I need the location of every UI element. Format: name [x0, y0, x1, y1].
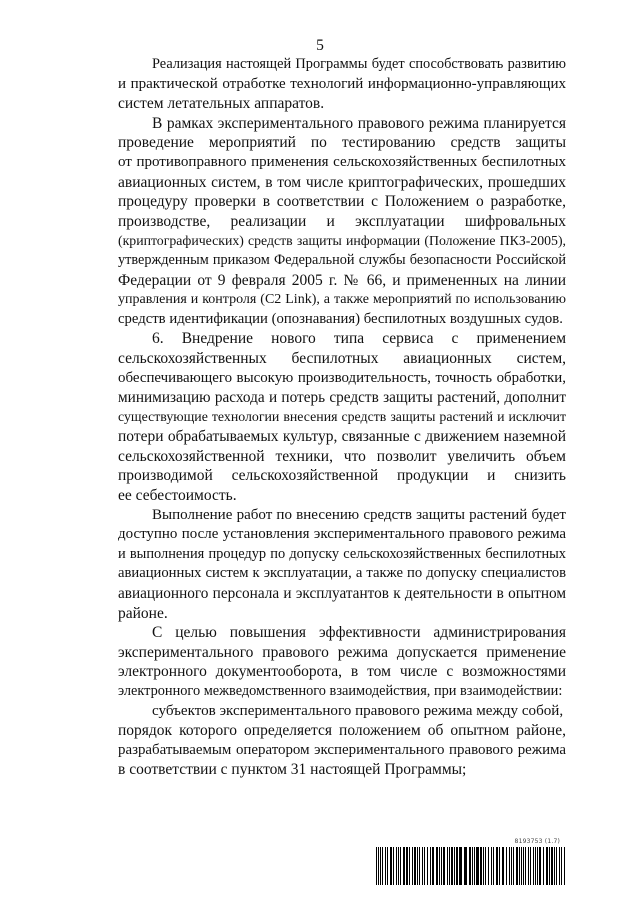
text-line: авиационных систем к эксплуатации, а также по допуску специалистов [118, 565, 566, 582]
text-line: экспериментального правового режима допускается применение [118, 643, 566, 661]
text-line: сельскохозяйственной техники, что позволит увеличить объем [118, 447, 566, 465]
text-line: и практической отработке технологий информационно-управляющих [118, 75, 566, 92]
barcode-icon [376, 847, 566, 885]
paragraph-work-execution [118, 506, 566, 624]
text-line: производимой сельскохозяйственной продукции и снизить [118, 467, 566, 485]
paragraph-procedure [118, 721, 566, 780]
text-line: проведение мероприятий по тестированию средств защиты [118, 134, 566, 152]
text-line: 6. Внедрение нового типа сервиса с применением [152, 330, 566, 348]
text-line: электронного документооборота, в том числе с возможностями [118, 663, 566, 681]
text-line: разрабатываемым оператором экспериментального правового режима [118, 741, 566, 758]
text-line: электронного межведомственного взаимодействия, при взаимодействии: [118, 683, 563, 699]
text-line: систем летательных аппаратов. [118, 95, 325, 113]
text-line: от противоправного применения сельскохозяйственных беспилотных [118, 153, 566, 170]
paragraph-list-item-subjects [118, 702, 566, 722]
text-line: в соответствии с пунктом 31 настоящей Программы; [118, 761, 467, 779]
text-line: доступно после установления экспериментального правового режима [118, 526, 566, 543]
text-line: Реализация настоящей Программы будет способствовать развитию [152, 56, 566, 72]
text-line: утвержденным приказом Федеральной службы безопасности Российской [118, 251, 566, 268]
text-line: порядок которого определяется положением об опытном районе, [118, 722, 566, 740]
document-code: 8193753 (1.7) [514, 838, 560, 845]
text-line: обеспечивающего высокую производительность, точность обработки, [118, 369, 566, 386]
text-line: авиационных систем, в том числе криптографических, прошедших [118, 173, 566, 191]
text-line: Выполнение работ по внесению средств защиты растений будет [152, 506, 566, 523]
text-line: сельскохозяйственных беспилотных авиационных систем, [118, 349, 566, 367]
text-line: С целью повышения эффективности администрирования [152, 624, 566, 642]
paragraph-item-6 [118, 329, 566, 505]
paragraph-security-measures [118, 114, 566, 330]
text-line: В рамках экспериментального правового режима планируется [152, 114, 566, 132]
document-body [118, 55, 566, 780]
text-line: средств идентификации (опознавания) беспилотных воздушных судов. [118, 310, 563, 327]
text-line: управления и контроля (C2 Link), а также мероприятий по использованию [118, 291, 566, 308]
text-line: Федерации от 9 февраля 2005 г. № 66, и примененных на линии [118, 271, 566, 289]
text-line: ее себестоимость. [118, 487, 237, 505]
paragraph-electronic-document-flow [118, 623, 566, 701]
text-line: и выполнения процедур по допуску сельскохозяйственных беспилотных [118, 545, 566, 562]
text-line: районе. [118, 604, 168, 622]
text-line: минимизацию расхода и потерь средств защиты растений, дополнит [118, 389, 566, 407]
text-line: существующие технологии внесения средств защиты растений и исключит [118, 409, 566, 425]
text-line: субъектов экспериментального правового режима между собой, [152, 702, 564, 719]
text-line: потери обрабатываемых культур, связанные с движением наземной [118, 428, 566, 446]
text-line: производстве, реализации и эксплуатации шифровальных [118, 212, 566, 230]
text-line: (криптографических) средств защиты информации (Положение ПКЗ-2005), [118, 233, 566, 249]
page-number: 5 [316, 37, 324, 54]
paragraph-program-implementation [118, 55, 566, 114]
text-line: авиационного персонала и эксплуатантов к деятельности в опытном [118, 585, 566, 603]
text-line: процедуру проверки в соответствии с Положением о разработке, [118, 193, 566, 211]
